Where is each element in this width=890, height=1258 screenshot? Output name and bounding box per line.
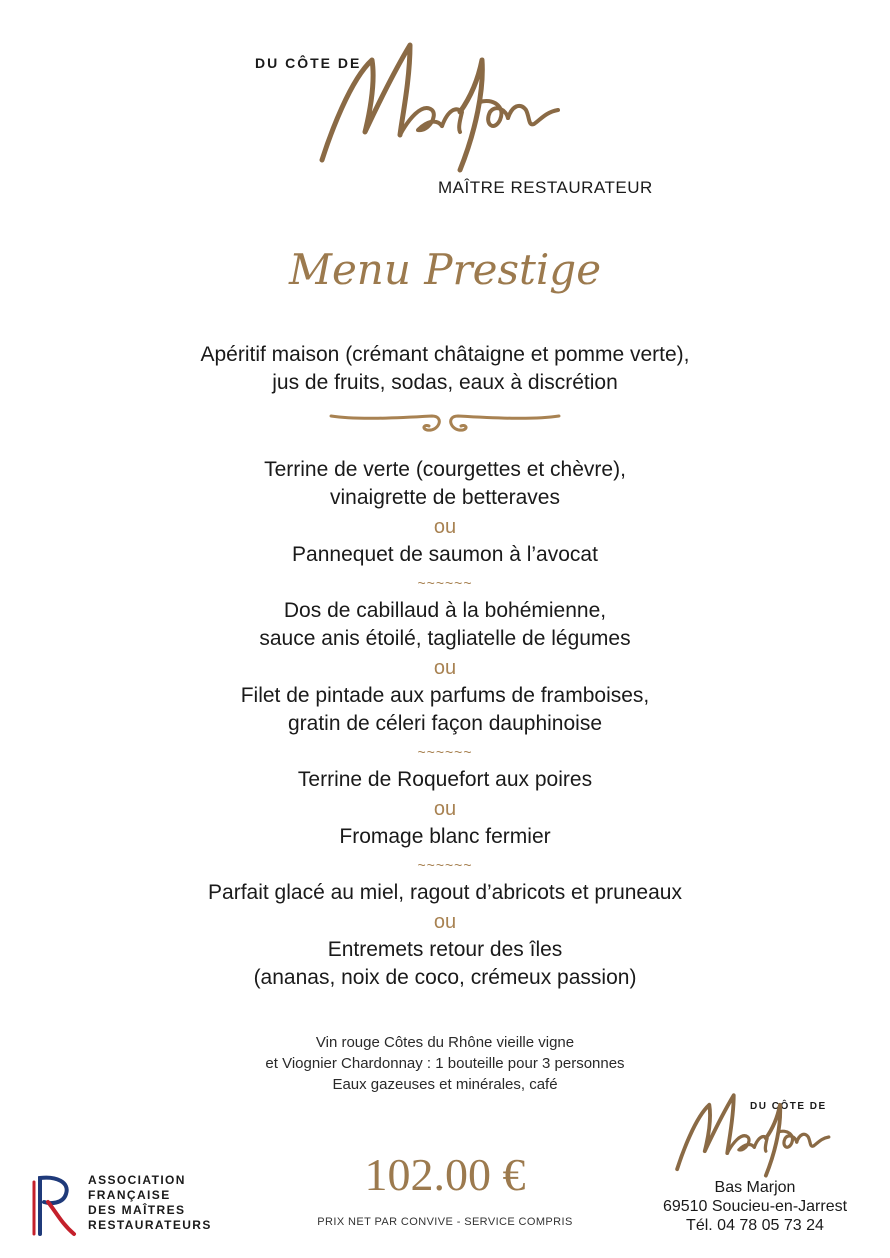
drinks-line-3: Eaux gazeuses et minérales, café (332, 1076, 558, 1093)
or-label: ou (433, 516, 457, 538)
drinks-line-2: et Viognier Chardonnay : 1 bouteille pour 3 personnes (265, 1055, 625, 1072)
aperitif-line-2: jus de fruits, sodas, eaux à discrétion (272, 371, 618, 394)
restaurant-address (640, 1178, 870, 1235)
aperitif-line-1: Apéritif maison (crémant châtaigne et pomme verte), (200, 343, 690, 366)
menu-price: 102.00 € (364, 1149, 526, 1200)
course-separator: ~~~~~~ (417, 575, 473, 591)
main-2-line-1: Filet de pintade aux parfums de framboises, (240, 684, 650, 707)
address-line-1: Bas Marjon (714, 1179, 796, 1196)
or-label: ou (433, 911, 457, 933)
association-line-4: RESTAURATEURS (88, 1218, 212, 1232)
logo-prefix: DU CÔTE DE (255, 55, 362, 71)
entree-1-line-1: Terrine de verte (courgettes et chèvre), (264, 458, 626, 481)
address-phone: Tél. 04 78 05 73 24 (686, 1217, 824, 1234)
flourish-divider (327, 406, 563, 445)
footer-restaurant-logo (668, 1092, 838, 1187)
main-1-line-1: Dos de cabillaud à la bohémienne, (283, 599, 607, 622)
dessert-2-line-1: Entremets retour des îles (327, 938, 563, 961)
address-line-2: 69510 Soucieu-en-Jarrest (662, 1198, 848, 1215)
entree-1-line-2: vinaigrette de betteraves (330, 486, 560, 509)
price-note: PRIX NET PAR CONVIVE - SERVICE COMPRIS (317, 1216, 573, 1228)
logo-subtitle: MAÎTRE RESTAURATEUR (438, 178, 653, 197)
main-1-line-2: sauce anis étoilé, tagliatelle de légumes (259, 627, 631, 650)
or-label: ou (433, 798, 457, 820)
page-title: Menu Prestige (288, 245, 602, 294)
association-line-3: DES MAÎTRES (88, 1203, 186, 1217)
dessert-2-line-2: (ananas, noix de coco, crémeux passion) (253, 966, 637, 989)
main-2-line-2: gratin de céleri façon dauphinoise (287, 712, 603, 735)
dessert-1-line-1: Parfait glacé au miel, ragout d’abricots et pruneaux (208, 881, 682, 904)
cheese-2-line-1: Fromage blanc fermier (339, 825, 551, 848)
association-line-1: ASSOCIATION (88, 1173, 186, 1187)
or-label: ou (433, 657, 457, 679)
drinks-line-1: Vin rouge Côtes du Rhône vieille vigne (315, 1034, 575, 1051)
association-line-2: FRANÇAISE (88, 1188, 171, 1202)
maitres-restaurateurs-logo (30, 1172, 80, 1243)
restaurant-logo (310, 40, 570, 185)
entree-2-line-1: Pannequet de saumon à l’avocat (292, 543, 598, 566)
cheese-1-line-1: Terrine de Roquefort aux poires (297, 768, 593, 791)
association-name (88, 1173, 212, 1233)
footer-logo-prefix: DU CÔTE DE (750, 1101, 827, 1112)
course-separator: ~~~~~~ (417, 744, 473, 760)
course-separator: ~~~~~~ (417, 857, 473, 873)
